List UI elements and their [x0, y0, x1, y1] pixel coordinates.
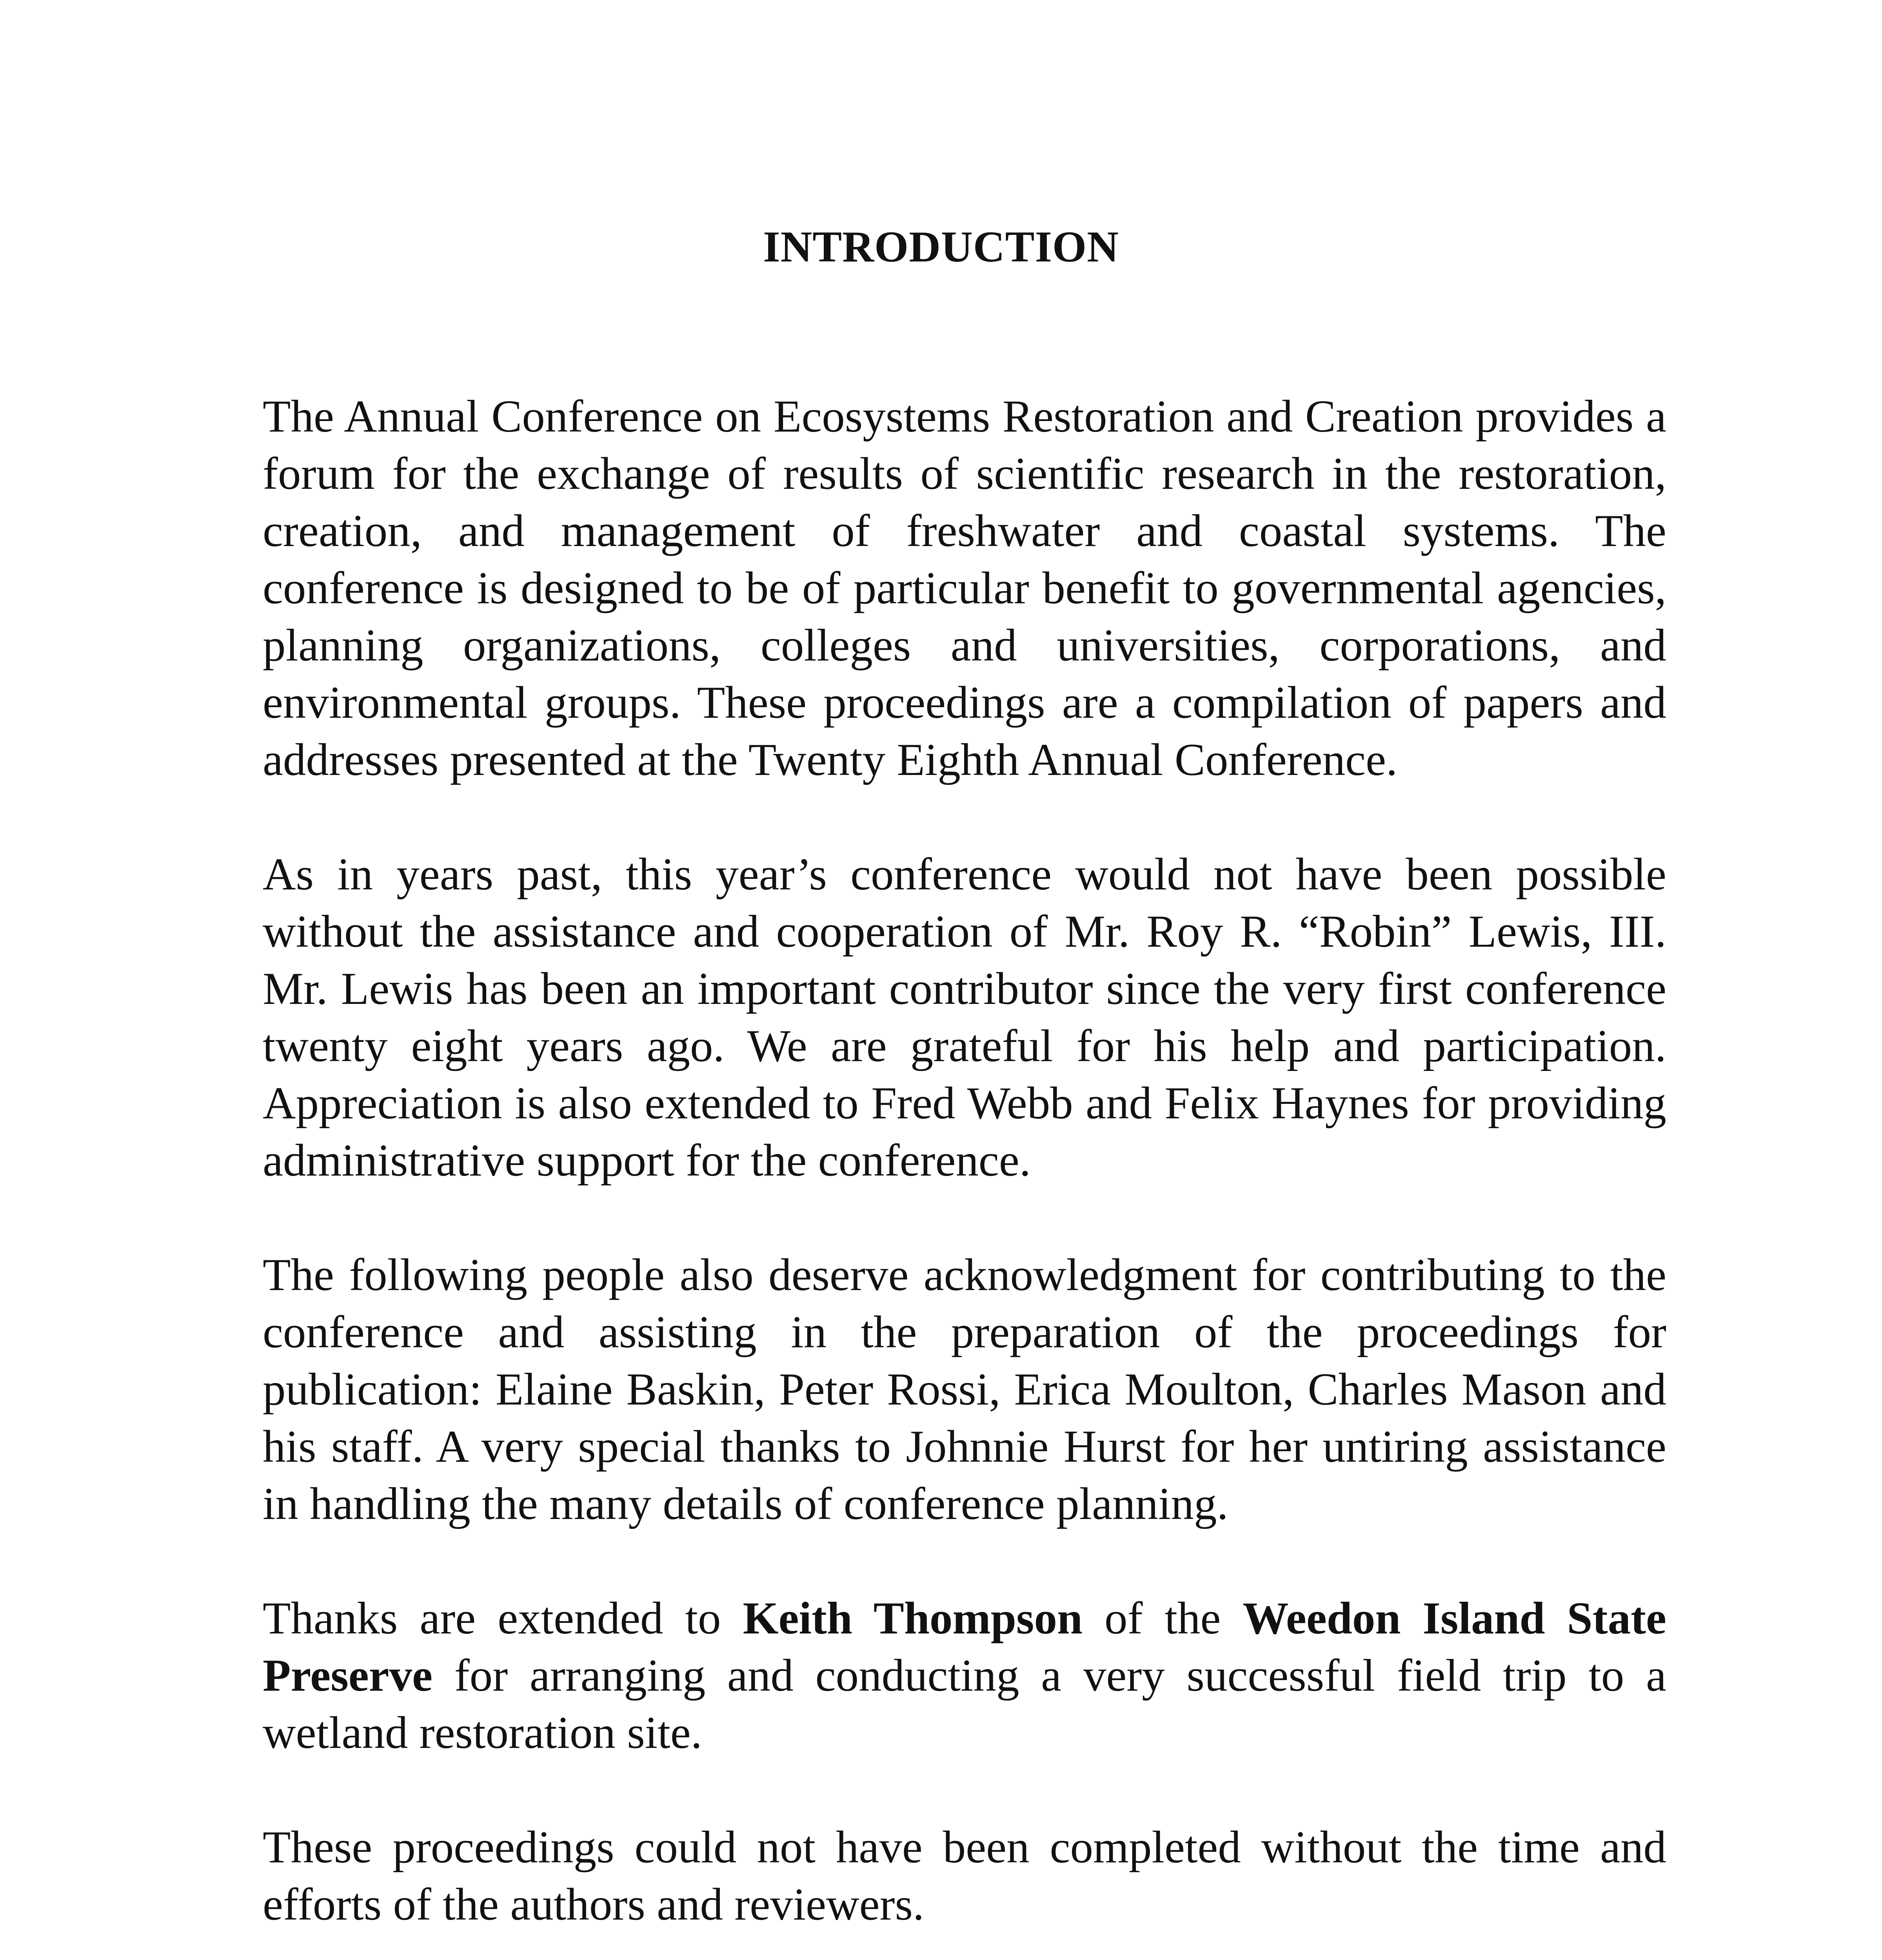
field-trip-person: Keith Thompson — [743, 1593, 1083, 1644]
field-trip-text-2: of the — [1083, 1593, 1243, 1644]
field-trip-organization: Weedon Island State Preserve — [263, 1593, 1666, 1701]
paragraph-conference-overview: The Annual Conference on Ecosystems Restoration and Creation provides a forum for the exchange of results of scientific research in the restoration, creation, and management of freshwater and coastal systems. The conference is designed to be of particular benefit to governmental agencies, planning organizations, colleges and universities, corporations, and environmental groups. These proceedings are a compilation of papers and addresses presented at the Twenty Eighth Annual Conference. — [263, 391, 1666, 785]
paragraph-lewis-acknowledgment: As in years past, this year’s conference would not have been possible without the assistance and cooperation of Mr. Roy R. “Robin” Lewis, III. Mr. Lewis has been an important contributor since the very first conference twenty eight years ago. We are grateful for his help and participation. Appreciation is also extended to Fred Webb and Felix Haynes for providing administrative support for the conference. — [263, 849, 1666, 1186]
field-trip-text-1: Thanks are extended to — [263, 1593, 743, 1644]
paragraph-staff-acknowledgment: The following people also deserve acknowledgment for contributing to the conference and assisting in the preparation of the proceedings for publication: Elaine Baskin, Peter Rossi, Erica Moulton, Charles Mason and his staff. A very special thanks to Johnnie Hurst for her untiring assistance in handling the many details of conference planning. — [263, 1250, 1666, 1529]
paragraph-authors-reviewers: These proceedings could not have been completed without the time and efforts of the authors and reviewers. — [263, 1822, 1666, 1930]
paragraph-field-trip-thanks — [263, 1590, 1666, 1762]
page-title: INTRODUCTION — [763, 223, 1119, 271]
body-text — [263, 388, 1666, 1960]
field-trip-text-3: for arranging and conducting a very successful field trip to a wetland restoration site. — [263, 1650, 1666, 1758]
